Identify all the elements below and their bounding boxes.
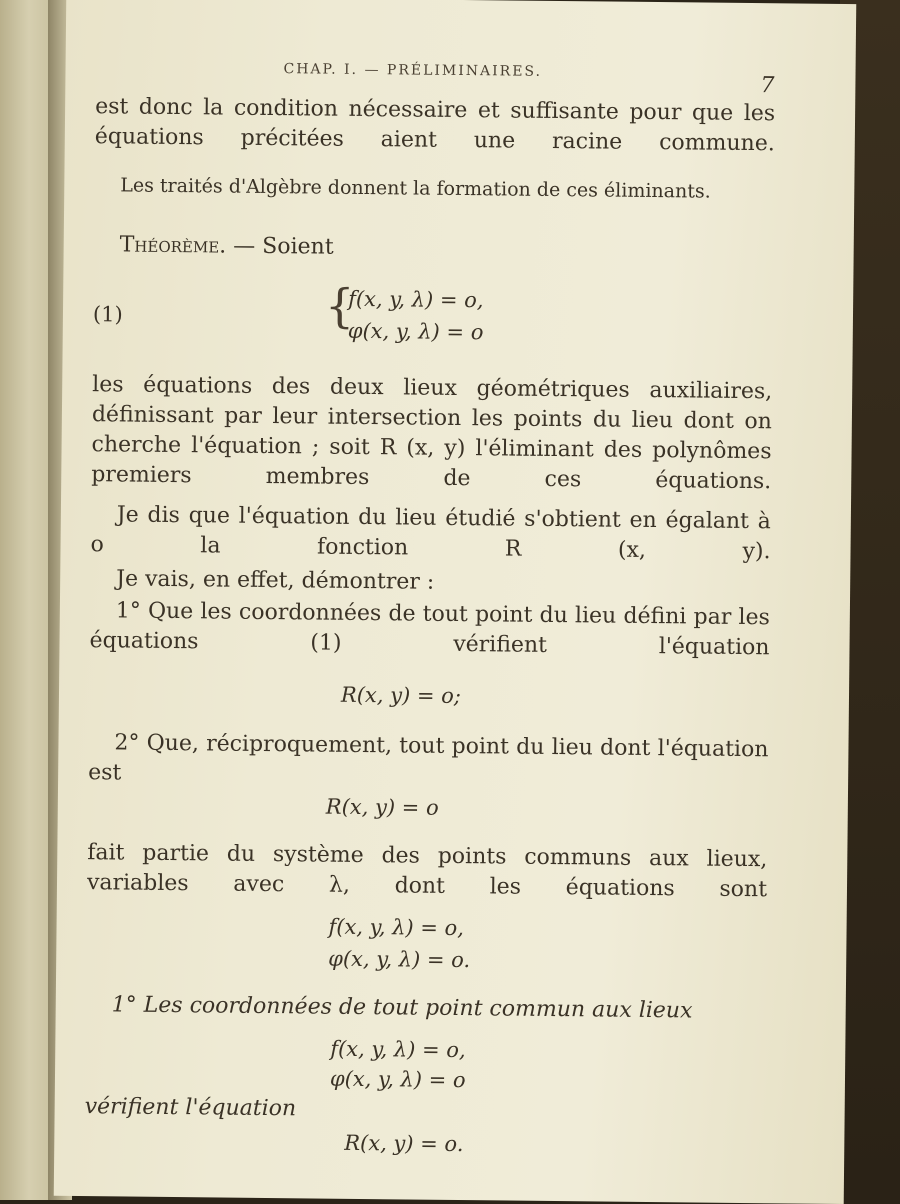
equation: f(x, y, λ) = o, <box>330 1036 466 1063</box>
equation: f(x, y, λ) = o, <box>328 914 465 941</box>
equation: φ(x, y, λ) = o. <box>328 946 471 973</box>
equation: R(x, y) = o. <box>344 1130 464 1157</box>
equation: φ(x, y, λ) = o <box>329 1066 466 1093</box>
equation: R(x, y) = o <box>325 794 439 820</box>
theorem-heading <box>94 230 774 267</box>
system-equation: f(x, y, λ) = o, <box>348 286 484 313</box>
paragraph: fait partie du système des points communs aux lieux, variables avec λ, dont les équations sont <box>86 840 768 903</box>
paragraph: Les traités d'Algèbre donnent la formation de ces éliminants. <box>120 174 711 203</box>
paragraph: Je dis que l'équation du lieu étudié s'obtient en égalant à o la fonction R (x, y). <box>90 502 771 565</box>
paragraph: est donc la condition nécessaire et suffisante pour que les équations précitées aient une racine commune. <box>94 94 776 157</box>
theorem-label: Théorème. <box>119 232 227 259</box>
paragraph: les équations des deux lieux géométriques auxiliaires, définissant par leur intersection les points du lieu dont on cherche l'équation ; soit R (x, y) l'éliminant des polynômes premiers membres de ces équations. <box>91 372 773 495</box>
paragraph: 1° Que les coordonnées de tout point du lieu défini par les équations (1) vérifient l'équation <box>89 598 770 661</box>
running-header: CHAP. I. — PRÉLIMINAIRES. <box>283 61 543 80</box>
equation: R(x, y) = o; <box>340 682 462 709</box>
paragraph: 2° Que, réciproquement, tout point du lieu dont l'équation est <box>88 730 769 786</box>
equation-label: (1) <box>92 302 123 327</box>
book-page <box>54 0 857 1204</box>
theorem-text: — Soient <box>226 233 334 260</box>
system-brace: { <box>324 278 355 333</box>
paragraph: 1° Les coordonnées de tout point commun aux lieux <box>111 992 693 1024</box>
system-equation: φ(x, y, λ) = o <box>347 318 484 345</box>
paragraph: Je vais, en effet, démontrer : <box>116 566 435 595</box>
paragraph: vérifient l'équation <box>84 1094 297 1122</box>
page-number: 7 <box>760 73 775 99</box>
